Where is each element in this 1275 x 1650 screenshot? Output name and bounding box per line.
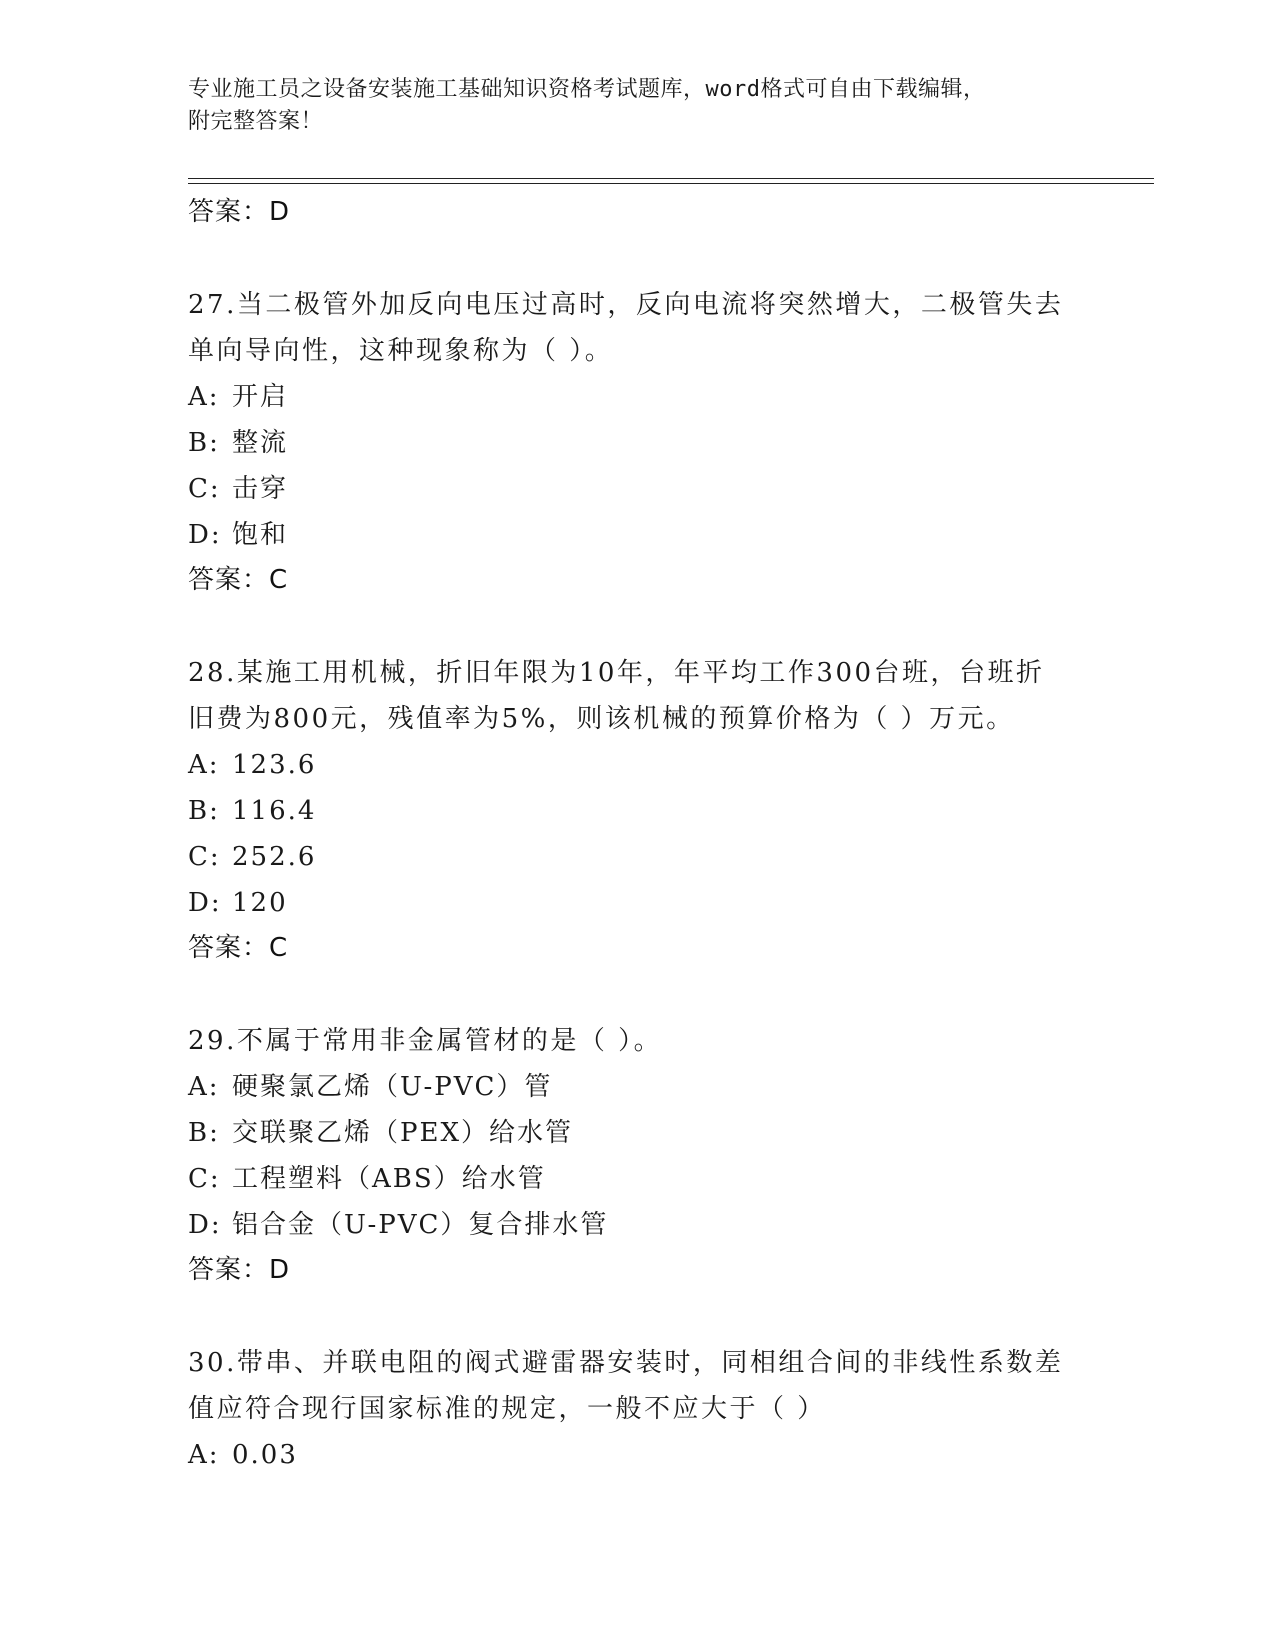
- question-27: [188, 282, 1088, 602]
- option-letter: C:: [188, 1164, 221, 1194]
- option-text: 铝合金（U-PVC）复合排水管: [232, 1210, 609, 1240]
- option-b: [188, 1110, 1088, 1156]
- option-letter: D:: [188, 888, 222, 918]
- question-29: [188, 1018, 1088, 1292]
- option-letter: A:: [188, 1072, 220, 1102]
- header-line-1: 专业施工员之设备安装施工基础知识资格考试题库，word格式可自由下载编辑，: [188, 77, 986, 102]
- stem-line-2: 旧费为800元，残值率为5%，则该机械的预算价格为（ ）万元。: [188, 704, 1015, 734]
- option-letter: A:: [188, 382, 220, 412]
- option-letter: A:: [188, 1440, 220, 1470]
- question-stem: [188, 1340, 1068, 1432]
- option-text: 交联聚乙烯（PEX）给水管: [232, 1118, 573, 1148]
- option-text: 工程塑料（ABS）给水管: [232, 1164, 546, 1194]
- answer-28: 答案：C: [188, 933, 289, 963]
- header-divider-top: [188, 178, 1154, 179]
- question-28: [188, 650, 1088, 970]
- option-text: 饱和: [232, 520, 289, 550]
- option-b: [188, 420, 1088, 466]
- option-letter: C:: [188, 474, 221, 504]
- option-d: [188, 1202, 1088, 1248]
- answer-27: 答案：C: [188, 565, 289, 595]
- option-letter: D:: [188, 520, 222, 550]
- option-a: [188, 742, 1088, 788]
- option-d: [188, 880, 1088, 926]
- option-a: [188, 374, 1088, 420]
- option-letter: B:: [188, 796, 220, 826]
- option-text: 116.4: [232, 796, 317, 826]
- stem-line-1: 29.不属于常用非金属管材的是（ ）。: [188, 1026, 663, 1056]
- option-text: 123.6: [232, 750, 317, 780]
- option-text: 252.6: [232, 842, 317, 872]
- answer-29: 答案：D: [188, 1255, 291, 1285]
- answer-26: 答案：D: [188, 197, 291, 227]
- option-c: [188, 834, 1088, 880]
- option-text: 0.03: [232, 1440, 298, 1470]
- stem-line-1: 30.带串、并联电阻的阀式避雷器安装时，同相组合间的非线性系数差: [188, 1348, 1064, 1378]
- option-text: 硬聚氯乙烯（U-PVC）管: [232, 1072, 553, 1102]
- option-b: [188, 788, 1088, 834]
- stem-line-2: 值应符合现行国家标准的规定，一般不应大于（ ）: [188, 1394, 826, 1424]
- option-letter: D:: [188, 1210, 222, 1240]
- question-stem: [188, 282, 1068, 374]
- option-text: 整流: [232, 428, 289, 458]
- option-text: 120: [232, 888, 288, 918]
- header-divider-bottom: [188, 183, 1154, 184]
- option-d: [188, 512, 1088, 558]
- option-letter: B:: [188, 428, 220, 458]
- option-letter: B:: [188, 1118, 220, 1148]
- question-stem: [188, 1018, 1068, 1064]
- option-c: [188, 466, 1088, 512]
- option-letter: A:: [188, 750, 220, 780]
- option-a: [188, 1432, 1088, 1478]
- question-list: [188, 190, 1088, 1478]
- stem-line-1: 28.某施工用机械，折旧年限为10年，年平均工作300台班，台班折: [188, 658, 1045, 688]
- option-c: [188, 1156, 1088, 1202]
- stem-line-1: 27.当二极管外加反向电压过高时，反向电流将突然增大，二极管失去: [188, 290, 1064, 320]
- question-stem: [188, 650, 1068, 742]
- page-header: [188, 74, 1088, 138]
- question-30: [188, 1340, 1088, 1478]
- option-a: [188, 1064, 1088, 1110]
- option-text: 击穿: [232, 474, 289, 504]
- option-letter: C:: [188, 842, 221, 872]
- stem-line-2: 单向导向性，这种现象称为（ ）。: [188, 336, 614, 366]
- header-line-2: 附完整答案！: [188, 109, 324, 134]
- option-text: 开启: [232, 382, 289, 412]
